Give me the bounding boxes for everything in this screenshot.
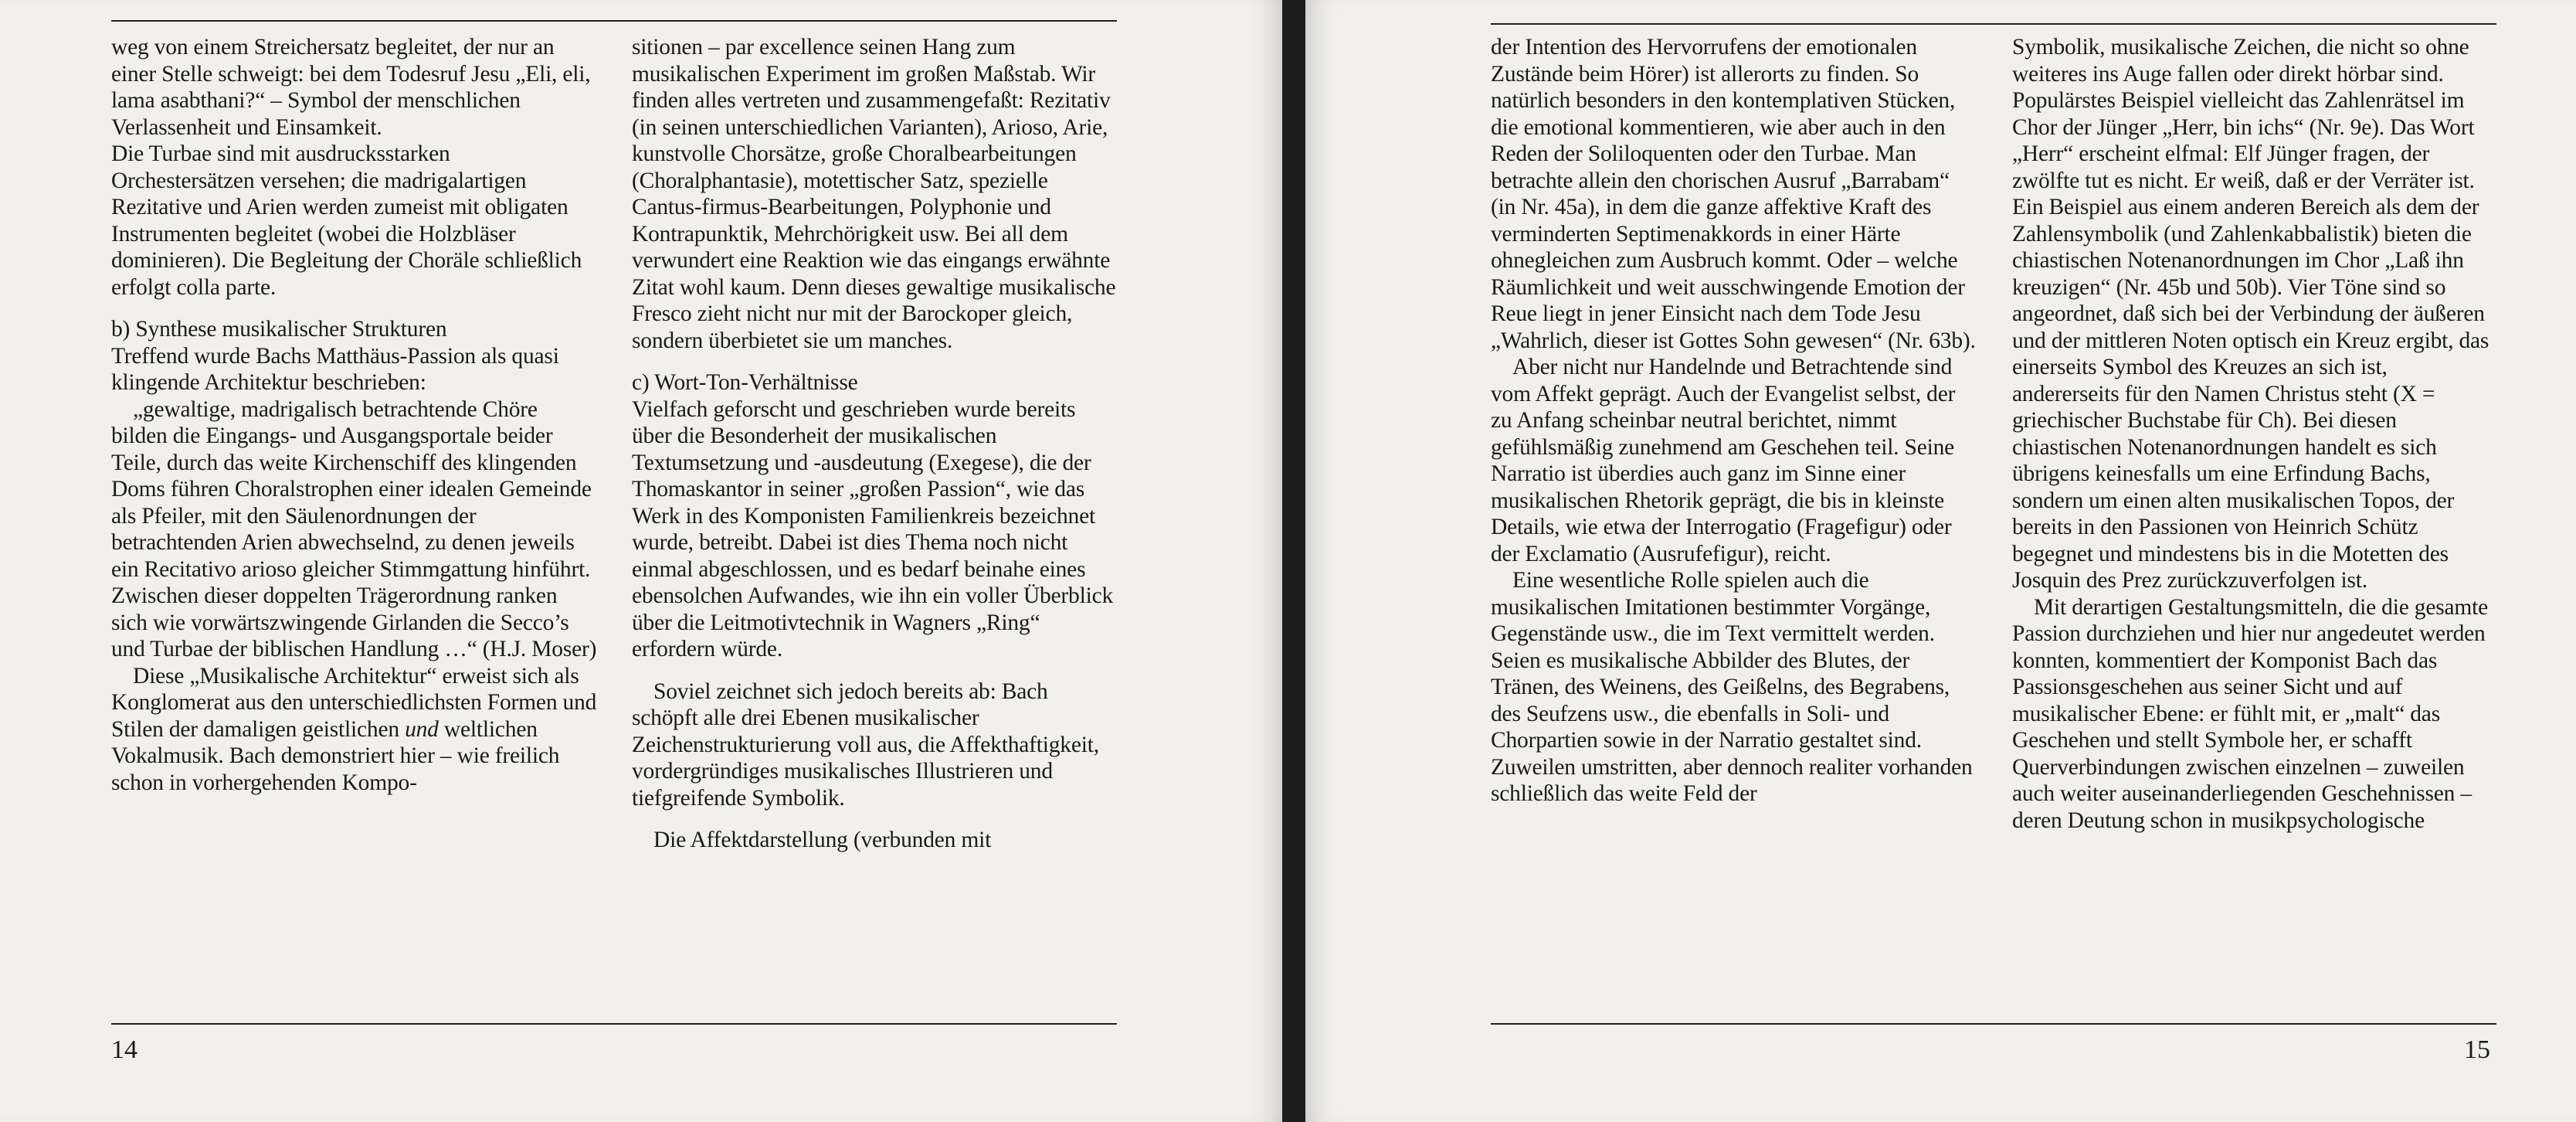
section-heading: b) Synthese musikalischer Strukturen — [111, 317, 447, 342]
right-column-1 — [1491, 34, 1977, 808]
emphasis: und — [405, 716, 439, 742]
paragraph: Diese „Musikalische Architektur“ erweist sich als Konglomerat aus den unterschiedlichsten Formen und Stilen der damaligen geistlichen und weltlichen Vokalmusik. Bach demonstriert hier – wie freilich schon in vorhergehenden Kompo- — [111, 663, 597, 795]
paragraph: Eine wesentliche Rolle spielen auch die musikalischen Imitationen bestimmter Vorgänge, Gegenstände usw., die im Text vermittelt werden. Seien es musikalische Abbilder des Blutes, der Tränen, des Weinens, des Geißelns, des Begrabens, des Seufzens usw., die ebenfalls in Soli- und Chorpartien sowie in der Narratio gestaltet sind. — [1491, 568, 1950, 753]
left-column-2 — [632, 34, 1118, 854]
paragraph: Soviel zeichnet sich jedoch bereits ab: Bach schöpft alle drei Ebenen musikalischer Zeichenstrukturierung voll aus, die Affekthaftigkeit, vordergründiges musikalisches Illustrieren und tiefgreifende Symbolik. — [632, 678, 1099, 811]
page-number: 15 — [2464, 1035, 2490, 1064]
top-rule — [111, 20, 1117, 22]
left-column-1 — [111, 34, 598, 796]
paragraph: Mit derartigen Gestaltungsmitteln, die die gesamte Passion durchziehen und hier nur angedeutet werden konnten, kommentiert der Komponist Bach das Passionsgeschehen aus seiner Sicht und auf musikalischer Ebene: er fühlt mit, er „malt“ das Geschehen und stellt Symbole her, er schafft Querverbindungen zwischen einzelnen – zuweilen auch weiter auseinanderliegenden Geschehnissen – deren Deutung schon in musikpsychologische — [2012, 594, 2489, 833]
paragraph: Treffend wurde Bachs Matthäus-Passion als quasi klingende Architektur beschrieben: — [111, 343, 559, 395]
section-heading: c) Wort-Ton-Verhältnisse — [632, 370, 858, 395]
left-page — [0, 0, 1282, 1122]
paragraph: Die Affektdarstellung (verbunden mit — [653, 828, 992, 852]
paragraph: sitionen – par excellence seinen Hang zum musikalischen Experiment im großen Maßstab. Wir finden alles vertreten und zusammengefaßt: Rezitativ (in seinen unterschiedlichen Varianten), Arioso, Arie, kunstvolle Chorsätze, große Choralbearbeitungen (Choralphantasie), motettischer Satz, spezielle Cantus-firmus-Bearbeitungen, Polyphonie und Kontrapunktik, Mehrchörigkeit usw. Bei all dem verwundert eine Reaktion wie das eingangs erwähnte Zitat wohl kaum. Denn dieses gewaltige musikalische Fresco zieht nicht nur mit der Barockoper gleich, sondern überbietet sie um manches. — [632, 35, 1116, 353]
paragraph: Symbolik, musikalische Zeichen, die nicht so ohne weiteres ins Auge fallen oder direkt hörbar sind. Populärstes Beispiel vielleicht das Zahlenrätsel im Chor der Jünger „Herr, bin ichs“ (Nr. 9e). Das Wort „Herr“ erscheint elfmal: Elf Jünger fragen, der zwölfte tut es nicht. Er weiß, daß er der Verräter ist. Ein Beispiel aus einem anderen Bereich als dem der Zahlensymbolik (und Zahlenkabbalistik) bieten die chiastischen Notenanordnungen im Chor „Laß ihn kreuzigen“ (Nr. 45b und 50b). Vier Töne sind so angeordnet, daß sich bei der Verbindung der äußeren und der mittleren Noten optisch ein Kreuz ergibt, das einerseits Symbol des Kreuzes an sich ist, andererseits für den Namen Christus steht (X = griechischer Buchstabe für Ch). Bei diesen chiastischen Notenanordnungen handelt es sich übrigens keinesfalls um eine Erfindung Bachs, sondern um einen alten musikalischen Topos, der bereits in den Passionen von Heinrich Schütz begegnet und mindestens bis in die Motetten des Josquin des Prez zurückzuverfolgen ist. — [2012, 35, 2489, 593]
paragraph: Vielfach geforscht und geschrieben wurde bereits über die Besonderheit der musikalischen Textumsetzung und -ausdeutung (Exegese), die der Thomaskantor in seiner „großen Passion“, wie das Werk in des Komponisten Familienkreis bezeichnet wurde, betreibt. Dabei ist dies Thema noch nicht einmal abgeschlossen, und es bedarf beinahe eines ebensolchen Aufwandes, wie ihn ein voller Überblick über die Leitmotivtechnik in Wagners „Ring“ erfordern würde. — [632, 396, 1114, 661]
top-rule — [1491, 23, 2496, 25]
quote-paragraph: „gewaltige, madrigalisch betrachtende Chöre bilden die Eingangs- und Ausgangsportale beider Teile, durch das weite Kirchenschiff des klingenden Doms führen Choralstrophen einer idealen Gemeinde als Pfeiler, mit den Säulenordnungen der betrachtenden Arien abwechselnd, zu denen jeweils ein Recitativo arioso gleicher Stimmgattung hinführt. Zwischen dieser doppelten Trägerordnung ranken sich wie vorwärtszwingende Girlanden die Secco’s und Turbae der biblischen Handlung …“ (H.J. Moser) — [111, 396, 597, 661]
paragraph: Die Turbae sind mit ausdrucksstarken Orchestersätzen versehen; die madrigalartigen Rezitative und Arien werden zumeist mit obligaten Instrumenten begleitet (wobei die Holzbläser dominieren). Die Begleitung der Choräle schließlich erfolgt colla parte. — [111, 141, 582, 300]
bottom-rule — [111, 1023, 1117, 1025]
bottom-rule — [1491, 1023, 2496, 1025]
right-page — [1305, 0, 2576, 1122]
paragraph: weg von einem Streichersatz begleitet, der nur an einer Stelle schweigt: bei dem Todesruf Jesu „Eli, eli, lama asabthani?“ – Symbol der menschlichen Verlassenheit und Einsamkeit. — [111, 35, 591, 140]
page-number: 14 — [111, 1035, 137, 1064]
book-gutter — [1282, 0, 1305, 1122]
paragraph: Aber nicht nur Handelnde und Betrachtende sind vom Affekt geprägt. Auch der Evangelist selbst, der zu Anfang scheinbar neutral berichtet, nimmt gefühlsmäßig zunehmend am Geschehen teil. Seine Narratio ist überdies auch ganz im Sinne einer musikalischen Rhetorik geprägt, die bis in kleinste Details, wie etwa der Interrogatio (Fragefigur) oder der Exclamatio (Ausrufefigur), reicht. — [1491, 355, 1956, 566]
paragraph: der Intention des Hervorrufens der emotionalen Zustände beim Hörer) ist allerorts zu finden. So natürlich besonders in den kontemplativen Stücken, die emotional kommentieren, wie aber auch in den Reden der Soliloquenten oder den Turbae. Man betrachte allein den chorischen Ausruf „Barrabam“ (in Nr. 45a), in dem die ganze affektive Kraft des verminderten Septimenakkords in einer Härte ohnegleichen zum Ausbruch kommt. Oder – welche Räumlichkeit und weit ausschwingende Emotion der Reue liegt in jener Einsicht nach dem Tode Jesu „Wahrlich, dieser ist Gottes Sohn gewesen“ (Nr. 63b). — [1491, 35, 1976, 353]
paragraph: Zuweilen umstritten, aber dennoch realiter vorhanden schließlich das weite Feld der — [1491, 754, 1973, 806]
right-column-2 — [2012, 34, 2499, 834]
